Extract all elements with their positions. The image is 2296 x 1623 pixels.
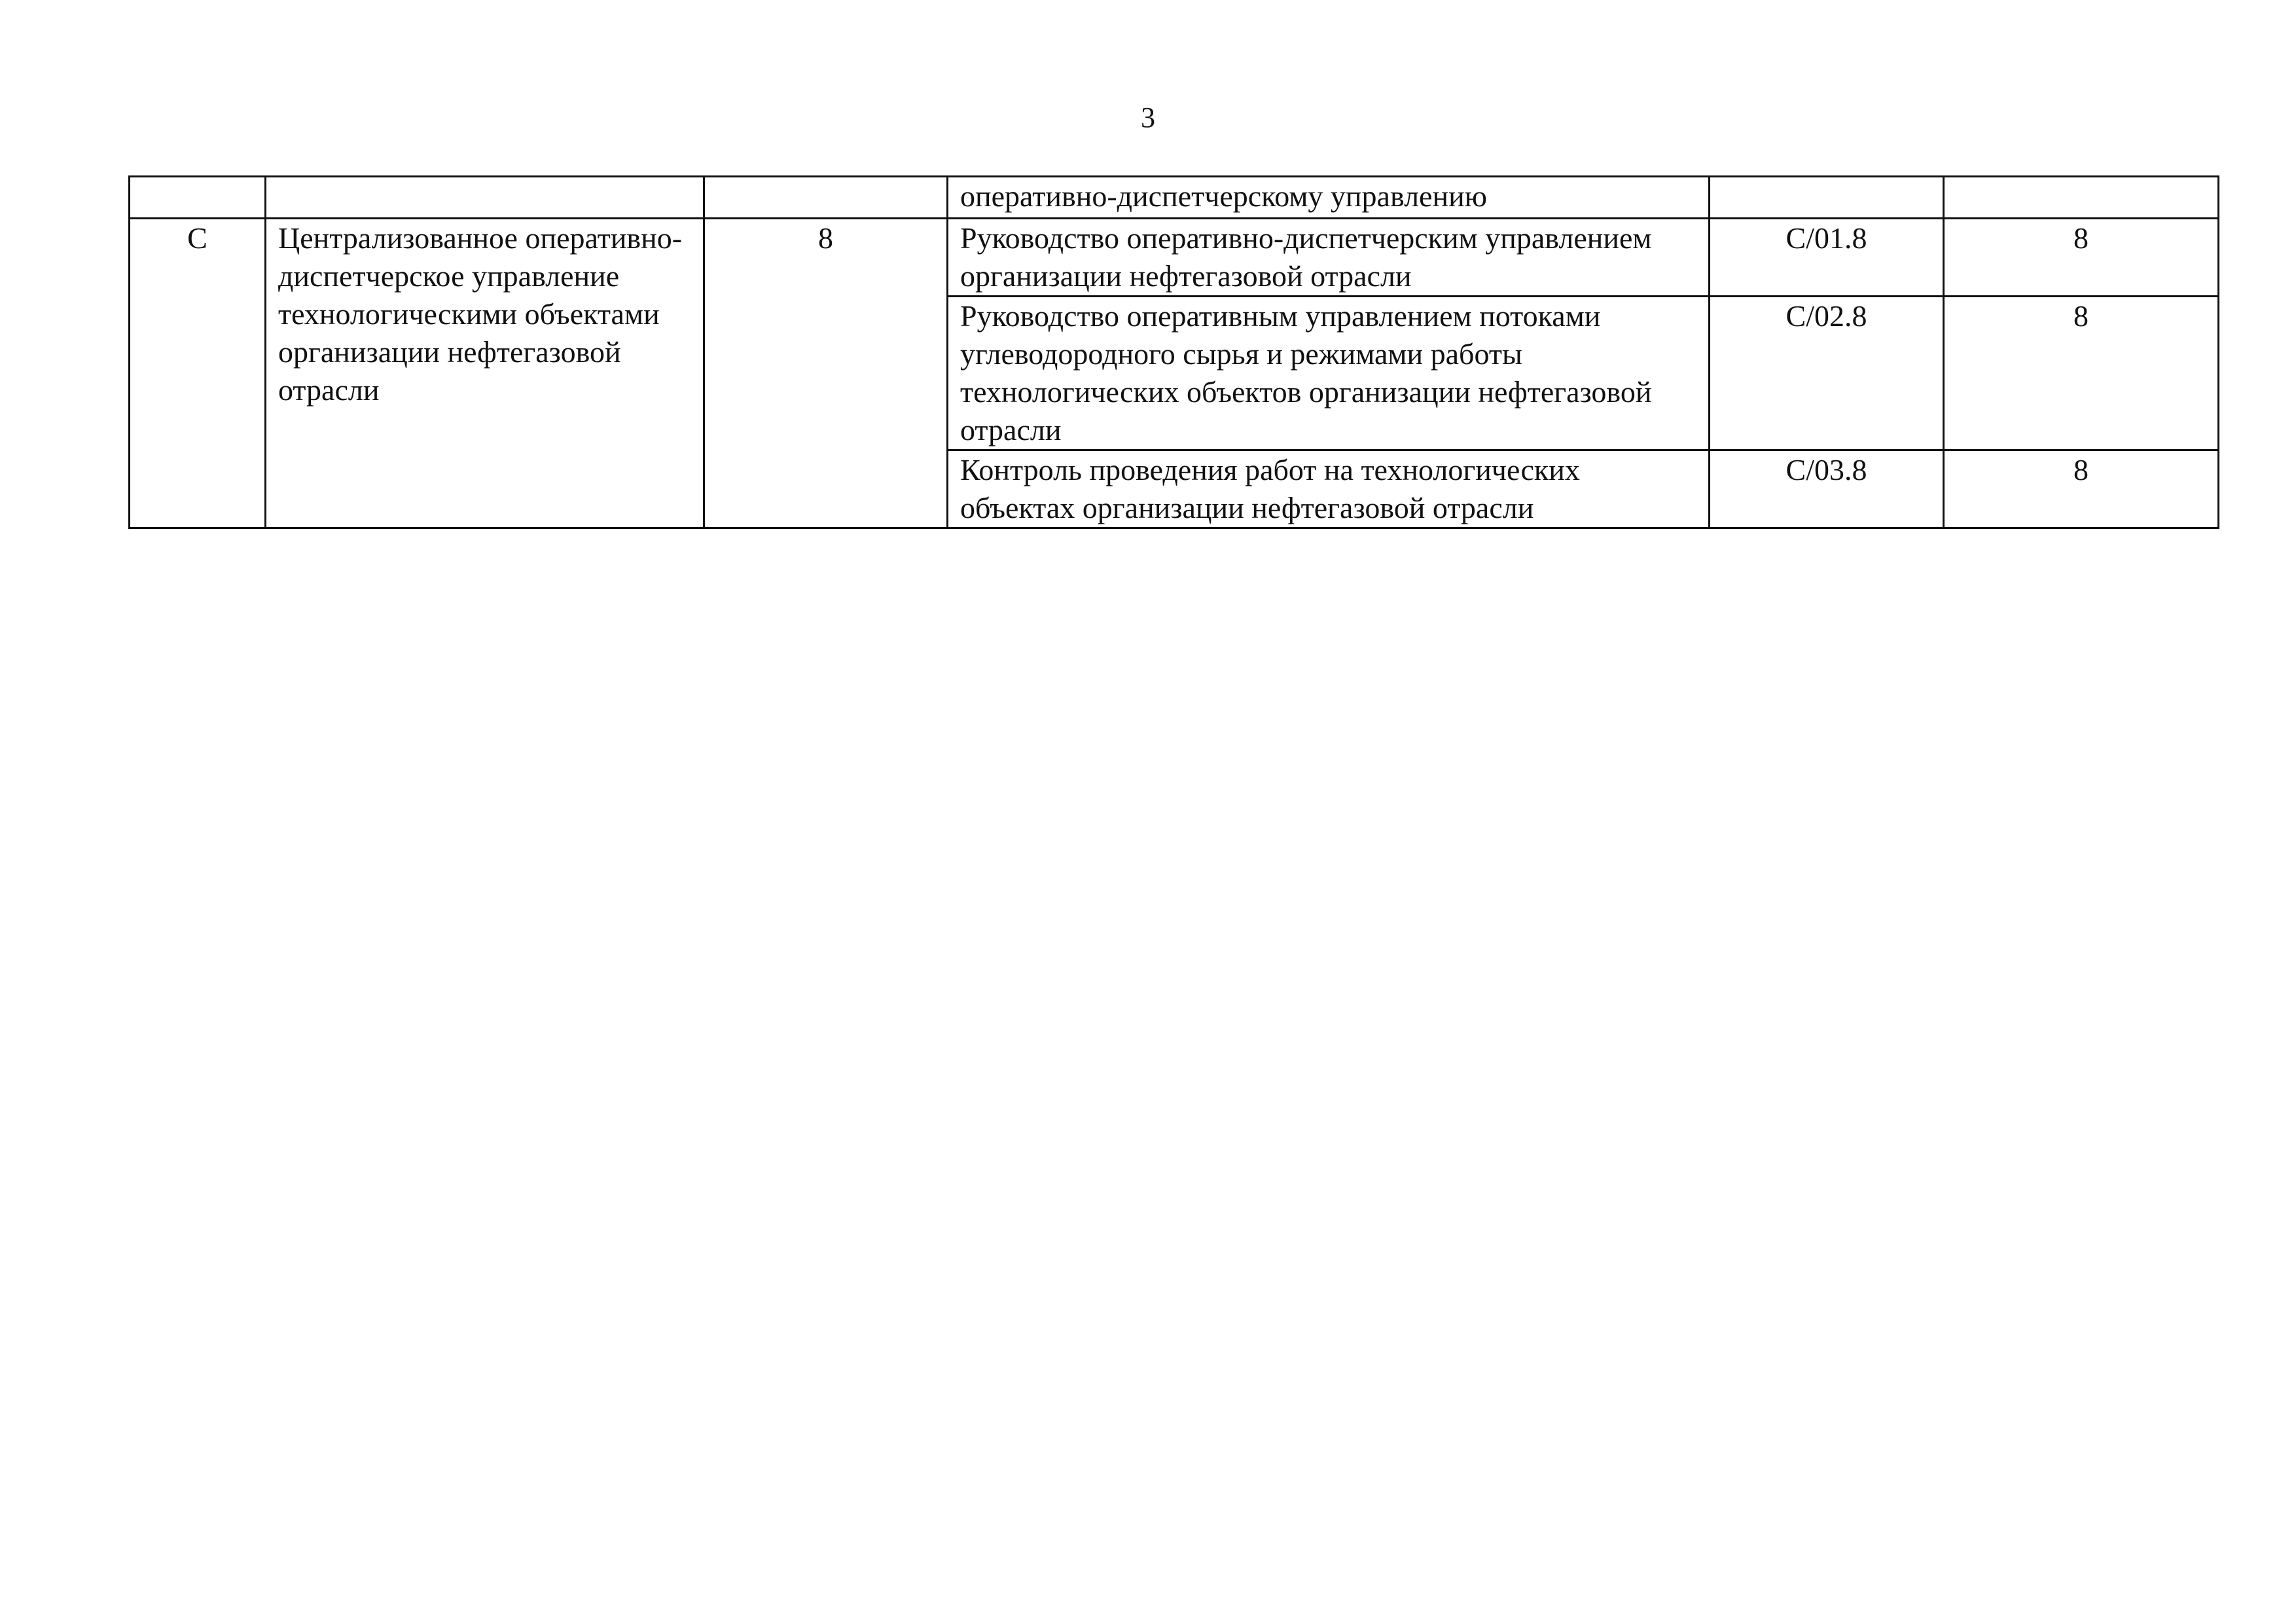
table-row <box>130 219 2219 297</box>
function-code: C/03.8 <box>1710 450 1944 528</box>
cell-empty <box>1710 177 1944 219</box>
cell-empty <box>266 177 704 219</box>
cell-empty <box>704 177 948 219</box>
page-number: 3 <box>1141 101 1155 134</box>
cell-empty <box>1944 177 2219 219</box>
group-name: Централизованное оперативно-диспетчерское управление технологическими объектами организации нефтегазовой отрасли <box>266 219 704 528</box>
function-name: Контроль проведения работ на технологических объектах организации нефтегазовой отрасли <box>948 450 1710 528</box>
function-level: 8 <box>1944 219 2219 297</box>
function-name-continuation: оперативно-диспетчерскому управлению <box>948 177 1710 219</box>
function-level: 8 <box>1944 450 2219 528</box>
group-level: 8 <box>704 219 948 528</box>
functions-table <box>128 175 2219 529</box>
table-row-continuation <box>130 177 2219 219</box>
group-code: C <box>130 219 266 528</box>
cell-empty <box>130 177 266 219</box>
function-name: Руководство оперативно-диспетчерским управлением организации нефтегазовой отрасли <box>948 219 1710 297</box>
function-code: C/01.8 <box>1710 219 1944 297</box>
function-name: Руководство оперативным управлением потоками углеводородного сырья и режимами работы технологических объектов организации нефтегазовой отрасли <box>948 297 1710 450</box>
function-level: 8 <box>1944 297 2219 450</box>
function-code: C/02.8 <box>1710 297 1944 450</box>
